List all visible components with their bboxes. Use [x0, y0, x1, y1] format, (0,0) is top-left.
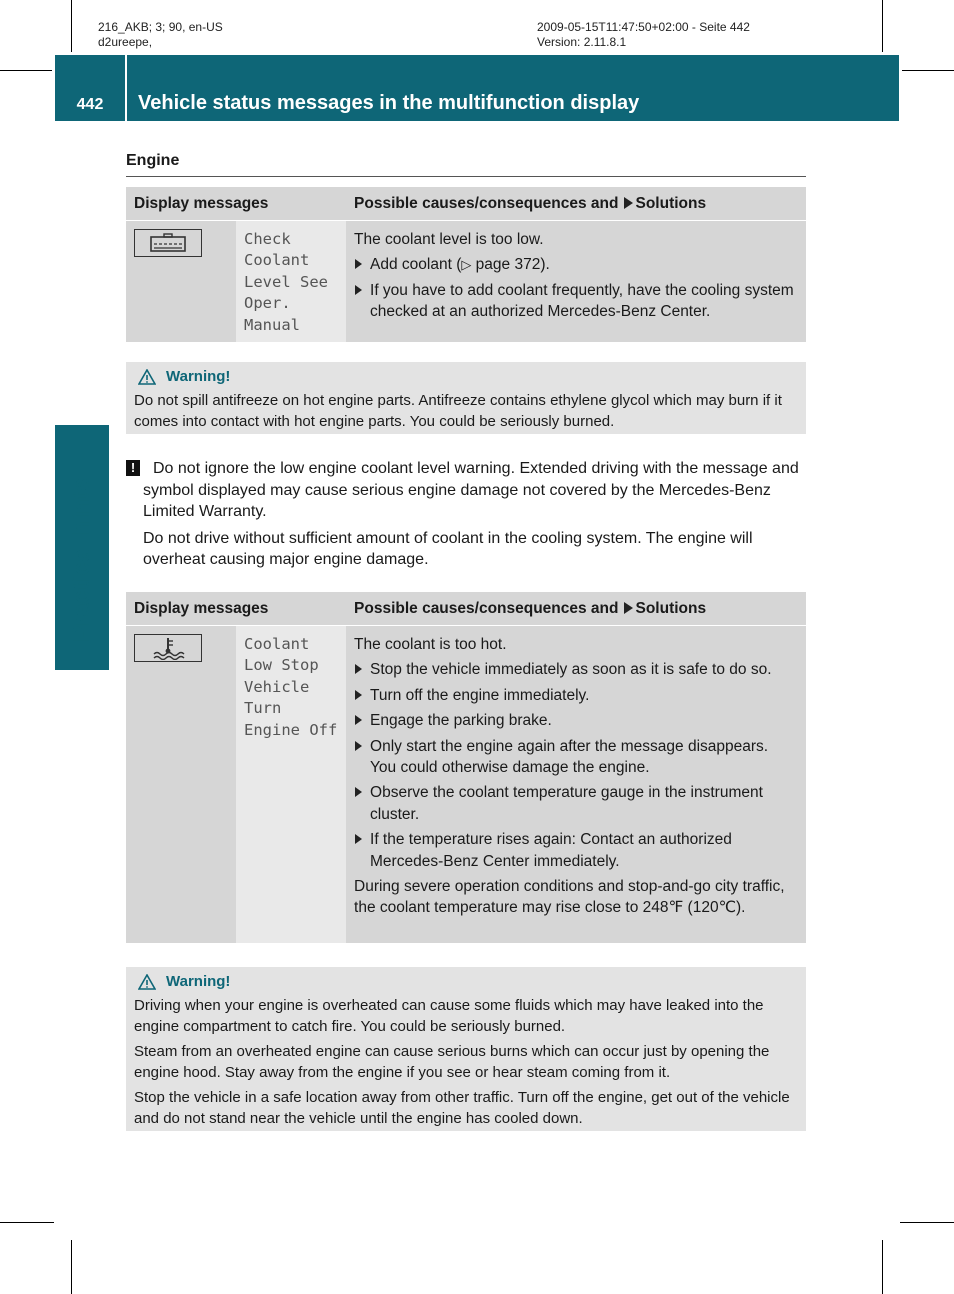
crop-mark	[882, 0, 883, 52]
coolant-reservoir-icon	[134, 229, 202, 257]
table-row	[126, 221, 806, 343]
warning-header	[134, 971, 798, 993]
message-line: Check	[244, 230, 291, 248]
cause-cell	[346, 626, 806, 943]
section-rule	[126, 176, 806, 177]
message-line: Manual	[244, 315, 300, 334]
col-solutions-label: Solutions	[635, 599, 707, 617]
icon-cell	[126, 626, 236, 943]
page-ref-link[interactable]: page 372).	[471, 256, 550, 274]
col-display-messages: Display messages	[126, 187, 346, 221]
side-tab-label: Practical hints	[68, 477, 95, 643]
crop-mark	[882, 1240, 883, 1294]
col-causes-label: Possible causes/consequences and	[354, 194, 619, 212]
message-line: Level See	[244, 272, 328, 291]
solution-item: Stop the vehicle immediately as soon as it is safe to do so.	[354, 659, 798, 680]
display-messages-table-2	[126, 592, 806, 943]
print-meta-left	[98, 20, 223, 50]
col-causes-label: Possible causes/consequences and	[354, 599, 619, 617]
warning-text: Steam from an overheated engine can cause serious burns which can occur just by opening the engine hood. Stay away from the engine if you see or hear steam coming from it.	[134, 1043, 770, 1081]
warning-triangle-icon	[138, 369, 156, 385]
warning-text: Do not spill antifreeze on hot engine parts. Antifreeze contains ethylene glycol which may burn if it comes into contact with hot engine parts. You could be seriously burned.	[134, 392, 782, 430]
warning-text: Driving when your engine is overheated can cause some fluids which may have leaked into the engine compartment to catch fire. You could be seriously burned.	[134, 997, 764, 1035]
page-title: Vehicle status messages in the multifunction display	[138, 92, 640, 114]
meta-left-line2: d2ureepe,	[98, 35, 153, 49]
solution-item: Engage the parking brake.	[354, 710, 798, 731]
warning-header	[134, 366, 798, 388]
warning-title: Warning!	[166, 973, 231, 990]
note-text: Do not ignore the low engine coolant level warning. Extended driving with the message and symbol displayed may cause serious engine damage not covered by the Mercedes-Benz Limited Warranty.	[143, 460, 799, 520]
display-messages-table-1	[126, 187, 806, 342]
cause-cell	[346, 221, 806, 343]
solutions-arrow-icon	[624, 197, 633, 209]
icon-cell	[126, 221, 236, 343]
solution-item	[354, 254, 798, 275]
header-separator	[125, 55, 127, 121]
crop-mark	[0, 70, 52, 71]
message-line: Turn	[244, 699, 282, 718]
message-line: Vehicle	[244, 677, 310, 696]
meta-right-line1: 2009-05-15T11:47:50+02:00 - Seite 442	[537, 20, 750, 34]
warning-triangle-icon	[138, 974, 156, 990]
page-ref-arrow-icon: ▷	[461, 257, 472, 273]
meta-left-line1: 216_AKB; 3; 90, en-US	[98, 20, 223, 34]
cause-footer: During severe operation conditions and stop-and-go city traffic, the coolant temperature may rise close to 248℉ (120℃).	[354, 878, 785, 917]
print-meta-right	[537, 20, 750, 50]
solution-item: If the temperature rises again: Contact an authorized Mercedes-Benz Center immediately.	[354, 829, 798, 872]
meta-right-line2: Version: 2.11.8.1	[537, 35, 627, 49]
message-line: Low Stop	[244, 656, 319, 675]
col-display-messages: Display messages	[126, 592, 346, 626]
message-cell	[236, 626, 346, 943]
warning-box-1	[126, 362, 806, 434]
solution-text-pre: Add coolant (	[370, 256, 462, 274]
table-row	[126, 626, 806, 943]
warning-title: Warning!	[166, 368, 231, 385]
exclamation-icon: !	[126, 460, 140, 476]
warning-box-2	[126, 967, 806, 1131]
col-causes-solutions	[346, 592, 806, 626]
table-header-row	[126, 187, 806, 221]
crop-mark	[902, 70, 954, 71]
warning-text: Stop the vehicle in a safe location away from other traffic. Turn off the engine, get out of the vehicle and do not stand near the vehicle until the engine has cooled down.	[134, 1089, 790, 1127]
section-title: Engine	[126, 152, 180, 169]
solution-item: Turn off the engine immediately.	[354, 685, 798, 706]
crop-mark	[0, 1222, 54, 1223]
message-line: Coolant	[244, 635, 310, 653]
note-text: Do not drive without sufficient amount of coolant in the cooling system. The engine will overheat causing major engine damage.	[143, 529, 753, 568]
col-causes-solutions	[346, 187, 806, 221]
page-number: 442	[76, 96, 104, 113]
message-line: Oper.	[244, 294, 291, 313]
table-header-row	[126, 592, 806, 626]
crop-mark	[71, 0, 72, 52]
solution-item: Only start the engine again after the message disappears. You could otherwise damage the engine.	[354, 736, 798, 779]
solutions-arrow-icon	[624, 602, 633, 614]
message-line: Engine Off	[244, 720, 338, 739]
cause-text: The coolant level is too low.	[354, 231, 544, 248]
note-block	[126, 458, 808, 576]
crop-mark	[71, 1240, 72, 1294]
solution-item: If you have to add coolant frequently, have the cooling system checked at an authorized Mercedes-Benz Center.	[354, 280, 798, 323]
crop-mark	[900, 1222, 954, 1223]
coolant-temperature-icon	[134, 634, 202, 662]
message-line: Coolant	[244, 251, 310, 270]
message-cell	[236, 221, 346, 343]
solution-item: Observe the coolant temperature gauge in the instrument cluster.	[354, 782, 798, 825]
cause-text: The coolant is too hot.	[354, 636, 507, 653]
col-solutions-label: Solutions	[635, 194, 707, 212]
